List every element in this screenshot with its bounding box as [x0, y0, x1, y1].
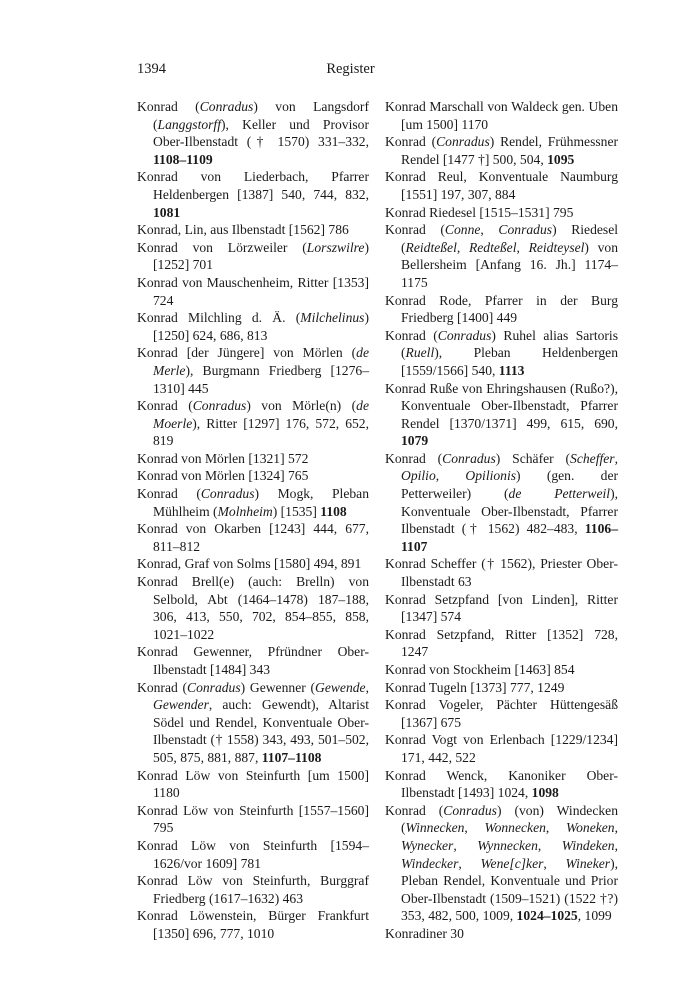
index-entry: Konrad von Okarben [1243] 444, 677, 811–812 [137, 521, 369, 554]
index-entry: Konrad Löw von Steinfurth [1557–1560] 795 [137, 802, 369, 836]
index-entry: Konradiner 30 [385, 925, 464, 941]
index-entry: Konrad Löw von Steinfurth [um 1500] 1180 [137, 767, 369, 801]
index-entry: Konrad Löw von Steinfurth [1594–1626/vor 1609] 781 [137, 837, 369, 871]
index-entry: Konrad Ruße von Ehringshausen (Rußo?), Konventuale Ober-Ilbenstadt, Pfarrer Rendel [1370/1371] 499, 615, 690, 1079 [385, 380, 618, 449]
index-entry: Konrad, Graf von Solms [1580] 494, 891 [137, 556, 362, 572]
index-entry: Konrad (Conradus) von Mörle(n) (de Moerle), Ritter [1297] 176, 572, 652, 819 [137, 398, 369, 449]
index-entry: Konrad Löw von Steinfurth, Burggraf Friedberg (1617–1632) 463 [137, 873, 369, 906]
index-entry: Konrad Wenck, Kanoniker Ober-Ilbenstadt [1493] 1024, 1098 [385, 767, 618, 801]
index-entry: Konrad (Conradus) Gewenner (Gewende, Gewender, auch: Gewendt), Altarist Södel und Rendel, Konventuale Ober-Ilbenstadt († 1558) 343, 493, 501–502, 505, 875, 881, 887, 1107–1108 [137, 679, 369, 765]
index-entry: Konrad Tugeln [1373] 777, 1249 [385, 679, 565, 695]
index-entry: Konrad Milchling d. Ä. (Milchelinus) [1250] 624, 686, 813 [137, 310, 369, 343]
index-entry: Konrad Gewenner, Pfründner Ober-Ilbenstadt [1484] 343 [137, 644, 369, 677]
index-column-left [137, 98, 369, 943]
running-title: Register [326, 61, 375, 77]
index-entry: Konrad (Conne, Conradus) Riedesel (Reidteßel, Redteßel, Reidteysel) von Bellersheim [Anfang 16. Jh.] 1174–1175 [385, 222, 619, 290]
index-entry: Konrad [der Jüngere] von Mörlen (de Merle), Burgmann Friedberg [1276–1310] 445 [137, 345, 369, 396]
index-entry: Konrad Reul, Konventuale Naumburg [1551] 197, 307, 884 [385, 169, 618, 202]
index-entry: Konrad von Mörlen [1321] 572 [137, 450, 309, 466]
index-entry: Konrad Scheffer († 1562), Priester Ober-Ilbenstadt 63 [385, 556, 618, 590]
index-entry: Konrad (Conradus) Ruhel alias Sartoris (Ruell), Pleban Heldenbergen [1559/1566] 540, 1113 [385, 327, 618, 378]
index-entry: Konrad von Mörlen [1324] 765 [137, 468, 309, 484]
index-entry: Konrad Vogt von Erlenbach [1229/1234] 171, 442, 522 [385, 732, 618, 765]
index-entry: Konrad Rode, Pfarrer in der Burg Friedberg [1400] 449 [385, 292, 618, 326]
index-entry: Konrad, Lin, aus Ilbenstadt [1562] 786 [137, 222, 349, 238]
index-entry: Konrad Setzpfand, Ritter [1352] 728, 1247 [385, 626, 618, 660]
page-number: 1394 [137, 61, 166, 77]
index-entry: Konrad Riedesel [1515–1531] 795 [385, 204, 574, 220]
index-entry: Konrad von Liederbach, Pfarrer Heldenbergen [1387] 540, 744, 832, 1081 [137, 169, 369, 220]
index-column-right [385, 98, 618, 943]
page-header [137, 61, 564, 81]
index-entry: Konrad Marschall von Waldeck gen. Uben [um 1500] 1170 [385, 99, 618, 132]
index-entry: Konrad (Conradus) von Langsdorf (Langgstorff), Keller und Provisor Ober-Ilbenstadt († 1570) 331–332, 1108–1109 [137, 99, 369, 167]
index-entry: Konrad von Mauschenheim, Ritter [1353] 724 [137, 274, 369, 308]
index-entry: Konrad (Conradus) (von) Windecken (Winnecken, Wonnecken, Woneken, Wynecker, Wynnecken, Windeken, Windecker, Wene[c]ker, Wineker), Pleban Rendel, Konventuale und Prior Ober-Ilbenstadt (1509–1521) (1522 †?) 353, 482, 500, 1009, 1024–1025, 1099 [385, 802, 619, 924]
index-entry: Konrad von Stockheim [1463] 854 [385, 662, 575, 677]
index-entry: Konrad von Lörzweiler (Lorszwilre) [1252] 701 [137, 239, 369, 273]
index-entry: Konrad (Conradus) Schäfer (Scheffer, Opilio, Opilionis) (gen. der Petterweiler) (de Petterweil), Konventuale Ober-Ilbenstadt, Pfarrer Ilbenstadt († 1562) 482–483, 1106–1107 [385, 450, 619, 554]
index-entry: Konrad Löwenstein, Bürger Frankfurt [1350] 696, 777, 1010 [137, 908, 369, 941]
index-entry: Konrad (Conradus) Rendel, Frühmessner Rendel [1477 †] 500, 504, 1095 [385, 134, 619, 167]
index-entry: Konrad Setzpfand [von Linden], Ritter [1347] 574 [385, 591, 618, 625]
index-entry: Konrad Vogeler, Pächter Hüttengesäß [1367] 675 [385, 697, 618, 730]
index-entry: Konrad Brell(e) (auch: Brelln) von Selbold, Abt (1464–1478) 187–188, 306, 413, 550, 702, 854–855, 858, 1021–1022 [137, 574, 369, 642]
index-entry: Konrad (Conradus) Mogk, Pleban Mühlheim (Molnheim) [1535] 1108 [137, 486, 369, 519]
